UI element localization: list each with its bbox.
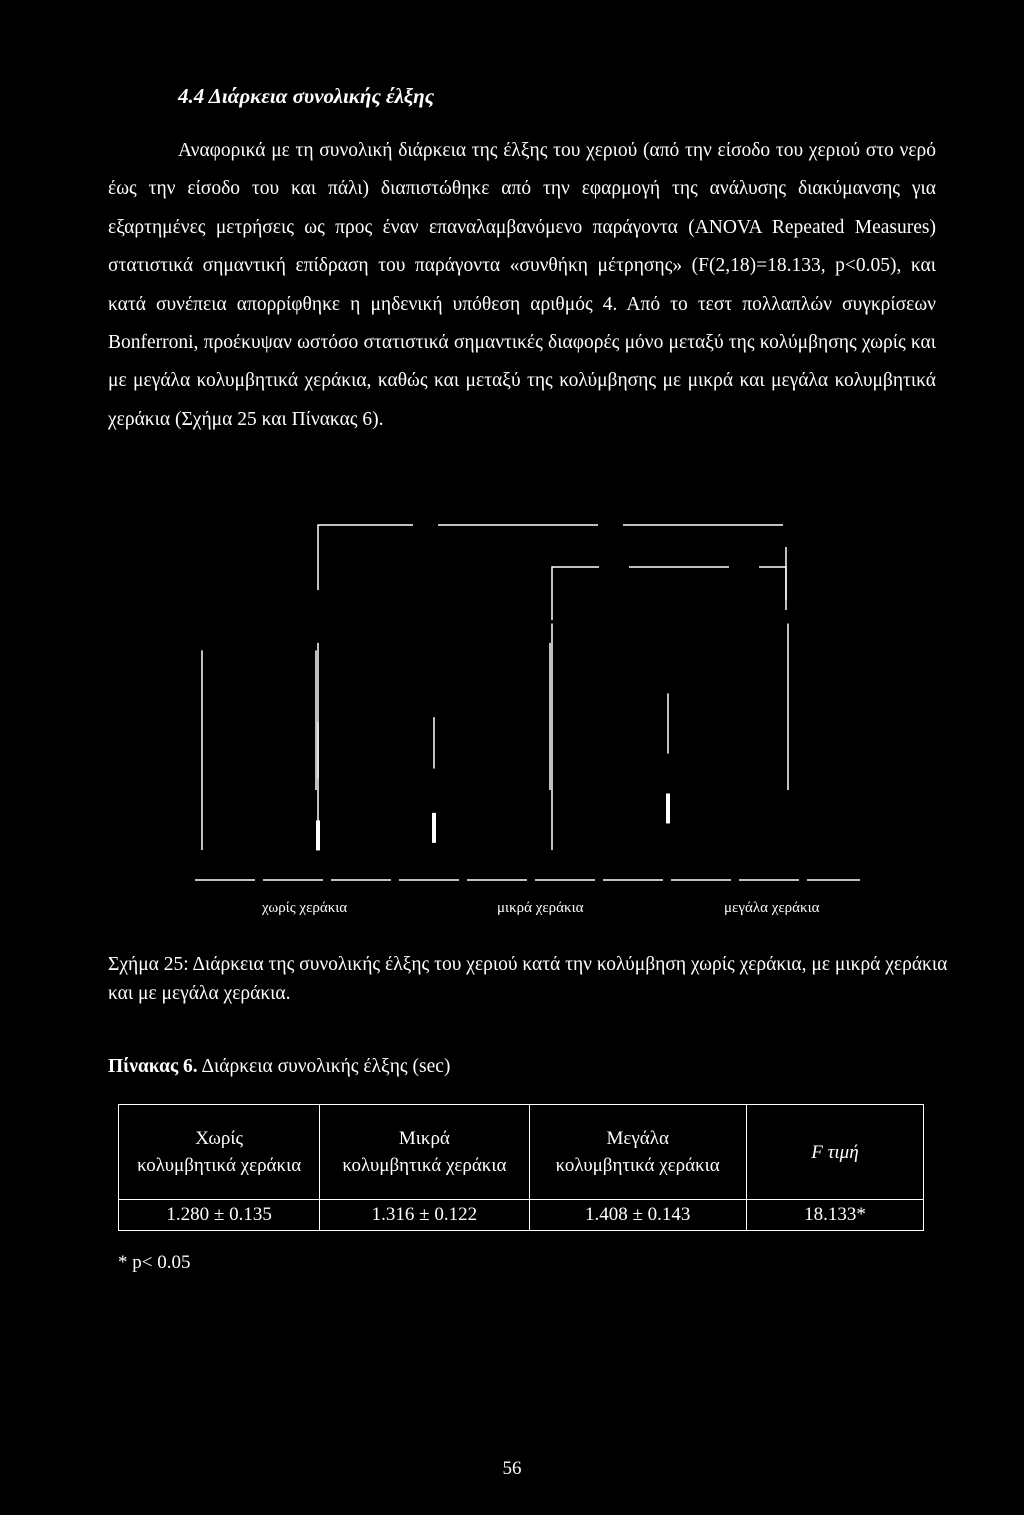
table-cell: 1.316 ± 0.122 — [320, 1200, 529, 1231]
table-row — [119, 1200, 924, 1231]
header-line: κολυμβητικά χεράκια — [555, 1155, 720, 1176]
header-small-paddles — [320, 1105, 529, 1200]
bar-chart — [0, 500, 1024, 890]
header-line: κολυμβητικά χεράκια — [137, 1155, 302, 1176]
section-heading-text: 4.4 Διάρκεια συνολικής έλξης — [178, 84, 435, 108]
header-line: Χωρίς — [195, 1128, 243, 1149]
header-no-paddles — [119, 1105, 320, 1200]
page-number: 56 — [502, 1458, 522, 1479]
paragraph-text: Αναφορικά με τη συνολική διάρκεια της έλξης του χεριού (από την είσοδο του χεριού στο νερό έως την είσοδο του και πάλι) διαπιστώθηκε από την εφαρμογή της ανάλυσης διακύμανσης για εξαρτημένες μετρήσεις ως προς έναν επαναλαμβανόμενο παράγοντα (ANOVA Repeated Measures) στατιστικά σημαντική επίδραση του παράγοντα «συνθήκη μέτρησης» (F(2,18)=18.133, p<0.05), και κατά συνέπεια απορρίφθηκε η μηδενική υπόθεση αριθμός 4. Από το τεστ πολλαπλών συγκρίσεων Bonferroni, προέκυψαν ωστόσο στατιστικά σημαντικές διαφορές μόνο μεταξύ της κολύμβησης χωρίς και με μεγάλα κολυμβητικά χεράκια, καθώς και μεταξύ της κολύμβησης με μικρά και μεγάλα κολυμβητικά χεράκια (Σχήμα 25 και Πίνακας 6). — [108, 140, 936, 430]
header-line: κολυμβητικά χεράκια — [342, 1155, 507, 1176]
table-cell: 1.280 ± 0.135 — [119, 1200, 320, 1231]
header-line: F τιμή — [811, 1141, 859, 1163]
section-heading — [178, 84, 434, 109]
table-title — [108, 1056, 450, 1078]
x-tick-label-2: μεγάλα χεράκια — [724, 900, 820, 916]
table-note: * p< 0.05 — [118, 1252, 191, 1273]
x-tick-label-1: μικρά χεράκια — [497, 900, 584, 916]
body-paragraph — [108, 132, 936, 439]
header-line: Μεγάλα — [606, 1128, 669, 1149]
significance-bracket-1-2 — [552, 567, 786, 620]
table-cell: 18.133* — [746, 1200, 923, 1231]
table-title-text: Διάρκεια συνολικής έλξης (sec) — [197, 1056, 451, 1077]
table-cell: 1.408 ± 0.143 — [529, 1200, 746, 1231]
results-table — [118, 1104, 924, 1231]
figure-caption: Σχήμα 25: Διάρκεια της συνολικής έλξης του χεριού κατά την κολύμβηση χωρίς χεράκια, με μικρά χεράκια και με μεγάλα χεράκια. — [108, 954, 948, 1004]
table-header-row — [119, 1105, 924, 1200]
table-title-label: Πίνακας 6. — [108, 1056, 198, 1077]
header-large-paddles — [529, 1105, 746, 1200]
header-line: Μικρά — [398, 1128, 450, 1149]
header-f-value — [746, 1105, 923, 1200]
x-tick-label-0: χωρίς χεράκια — [262, 900, 348, 916]
